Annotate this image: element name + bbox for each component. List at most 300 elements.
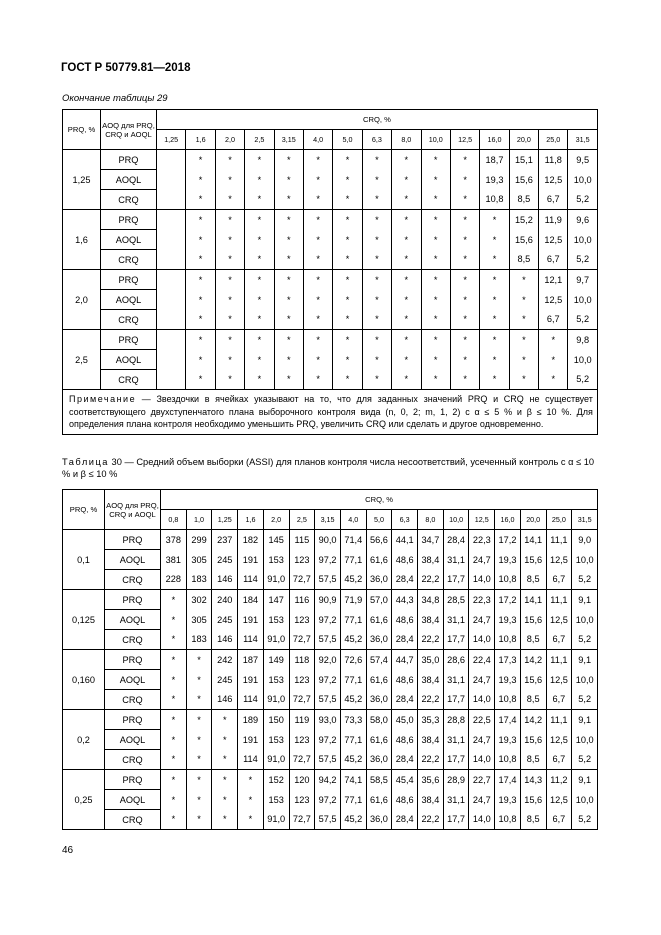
data-cell: * [274,170,303,190]
data-cell: * [421,150,450,170]
data-cell: * [215,270,244,290]
crq-column-header: 10,0 [421,130,450,150]
table-row [63,530,598,550]
crq-header: CRQ, % [157,110,598,130]
data-cell: * [362,250,391,270]
data-cell: 153 [263,610,289,630]
data-cell: 72,7 [289,630,315,650]
data-cell [157,190,186,210]
data-cell: * [421,270,450,290]
data-cell: 12,5 [546,790,572,810]
crq-column-header: 31,5 [568,130,597,150]
data-cell: 145 [263,530,289,550]
data-cell: 31,1 [443,670,469,690]
data-cell: * [186,650,212,670]
data-cell: 11,8 [539,150,568,170]
data-cell: 72,6 [340,650,366,670]
data-cell: * [186,310,215,330]
data-cell: 77,1 [340,730,366,750]
data-cell: 152 [263,770,289,790]
data-cell: 183 [186,630,212,650]
data-cell: * [450,150,479,170]
data-cell: 31,1 [443,730,469,750]
data-cell: 48,6 [392,790,418,810]
data-cell: 191 [238,670,264,690]
data-cell: * [333,310,362,330]
data-cell: 8,5 [509,190,538,210]
data-cell [157,230,186,250]
data-cell: 114 [238,690,264,710]
data-cell: * [392,330,421,350]
data-cell: 28,6 [443,650,469,670]
prq-value: 0,160 [63,650,105,710]
data-cell: * [274,210,303,230]
table-row [63,350,598,370]
data-cell: * [212,770,238,790]
data-cell: 38,4 [418,610,444,630]
data-cell: * [161,730,187,750]
data-cell: 302 [186,590,212,610]
data-cell: * [186,690,212,710]
data-cell: 5,2 [568,250,597,270]
data-cell: 8,5 [520,690,546,710]
data-cell: 22,2 [418,570,444,590]
page-number: 46 [62,845,74,856]
data-cell: * [274,150,303,170]
data-cell: * [303,230,332,250]
data-cell: * [303,310,332,330]
data-cell: * [333,290,362,310]
data-cell: * [421,350,450,370]
data-cell: 149 [263,650,289,670]
data-cell: * [450,230,479,250]
crq-column-header: 12,5 [469,510,495,530]
data-cell: * [186,150,215,170]
data-cell: 61,6 [366,670,392,690]
data-cell: 31,1 [443,790,469,810]
table30-caption-label: Таблица [62,457,109,467]
data-cell: 77,1 [340,670,366,690]
row-label: PRQ [101,330,157,350]
data-cell: * [212,810,238,830]
data-cell: 58,5 [366,770,392,790]
data-cell: 91,0 [263,630,289,650]
data-cell: * [303,250,332,270]
data-cell: 71,4 [340,530,366,550]
data-cell: * [245,270,274,290]
data-cell: 97,2 [315,730,341,750]
table-row [63,230,598,250]
data-cell: * [215,170,244,190]
data-cell [157,330,186,350]
row-label: AOQL [101,350,157,370]
data-cell: * [212,710,238,730]
data-cell: 28,4 [392,690,418,710]
data-cell: 90,9 [315,590,341,610]
data-cell: * [238,790,264,810]
data-cell: 8,5 [520,750,546,770]
row-label: PRQ [101,150,157,170]
crq-header: CRQ, % [161,490,598,510]
data-cell: 381 [161,550,187,570]
data-cell: * [186,330,215,350]
data-cell: * [274,310,303,330]
table-row [63,290,598,310]
data-cell: 77,1 [340,610,366,630]
data-cell: 48,6 [392,610,418,630]
data-cell: * [215,190,244,210]
data-cell: * [245,170,274,190]
crq-column-header: 4,0 [303,130,332,150]
crq-column-header: 1,6 [186,130,215,150]
row-label: PRQ [105,590,161,610]
data-cell: 91,0 [263,750,289,770]
data-cell: 14,0 [469,810,495,830]
data-cell: 19,3 [495,550,521,570]
data-cell: 45,2 [340,570,366,590]
data-cell: 57,5 [315,690,341,710]
data-cell: * [274,350,303,370]
data-cell: * [333,330,362,350]
data-cell: 17,7 [443,750,469,770]
data-cell: 22,7 [469,770,495,790]
data-cell: 56,6 [366,530,392,550]
table-row [63,650,598,670]
aoq-header: AOQ для PRQ, CRQ и AOQL [101,110,157,150]
data-cell: 48,6 [392,550,418,570]
data-cell: 5,2 [572,630,598,650]
data-cell: * [245,230,274,250]
row-label: CRQ [105,810,161,830]
data-cell: * [215,370,244,390]
data-cell: 123 [289,670,315,690]
data-cell: 44,1 [392,530,418,550]
data-cell: 48,6 [392,730,418,750]
data-cell: 57,0 [366,590,392,610]
data-cell: * [480,230,509,250]
data-cell: * [333,270,362,290]
row-label: CRQ [101,310,157,330]
data-cell: * [392,210,421,230]
data-cell: 10,8 [495,690,521,710]
data-cell: * [303,370,332,390]
data-cell: 6,7 [546,750,572,770]
data-cell: * [274,330,303,350]
row-label: AOQL [101,290,157,310]
data-cell: 10,0 [568,290,597,310]
data-cell: * [161,650,187,670]
data-cell: 11,1 [546,530,572,550]
data-cell: 10,0 [568,350,597,370]
data-cell: 92,0 [315,650,341,670]
data-cell: * [333,250,362,270]
crq-column-header: 12,5 [450,130,479,150]
data-cell: * [186,370,215,390]
data-cell: 10,8 [495,570,521,590]
data-cell: * [245,250,274,270]
data-cell: * [186,230,215,250]
data-cell: * [480,370,509,390]
data-cell: 17,7 [443,570,469,590]
data-cell: * [245,150,274,170]
data-cell: 10,0 [572,610,598,630]
data-cell: 36,0 [366,750,392,770]
data-cell: * [450,290,479,310]
data-cell: 44,7 [392,650,418,670]
data-cell: 28,5 [443,590,469,610]
data-cell: 15,6 [520,610,546,630]
table-row [63,310,598,330]
data-cell: * [186,790,212,810]
data-cell: 36,0 [366,570,392,590]
data-cell: * [303,150,332,170]
table29-note [63,390,598,435]
data-cell: 5,2 [568,190,597,210]
row-label: PRQ [105,650,161,670]
data-cell: * [480,350,509,370]
data-cell: 36,0 [366,690,392,710]
prq-value: 0,1 [63,530,105,590]
data-cell: 91,0 [263,690,289,710]
data-cell: 9,6 [568,210,597,230]
data-cell: 6,7 [546,630,572,650]
data-cell: 38,4 [418,790,444,810]
data-cell: 14,2 [520,710,546,730]
table-row [63,690,598,710]
data-cell: 10,8 [495,750,521,770]
data-cell: * [274,370,303,390]
data-cell: * [186,810,212,830]
data-cell: 5,2 [572,690,598,710]
table-row [63,750,598,770]
data-cell: 14,0 [469,750,495,770]
data-cell: 24,7 [469,550,495,570]
data-cell: 17,2 [495,590,521,610]
prq-value: 1,25 [63,150,101,210]
crq-column-header: 2,5 [289,510,315,530]
data-cell: * [303,190,332,210]
crq-column-header: 1,25 [157,130,186,150]
table-row [63,630,598,650]
data-cell: 10,0 [568,230,597,250]
data-cell: 5,2 [568,370,597,390]
data-cell: * [333,190,362,210]
data-cell: * [421,290,450,310]
crq-column-header: 1,25 [212,510,238,530]
crq-column-header: 25,0 [546,510,572,530]
data-cell: 11,1 [546,590,572,610]
table-row [63,670,598,690]
row-label: PRQ [101,270,157,290]
data-cell: 91,0 [263,570,289,590]
row-label: PRQ [105,530,161,550]
data-cell: * [238,770,264,790]
data-cell: * [245,370,274,390]
data-cell: 72,7 [289,690,315,710]
data-cell: * [362,290,391,310]
crq-column-header: 10,0 [443,510,469,530]
table29-caption: Окончание таблицы 29 [62,93,168,104]
data-cell: * [362,190,391,210]
data-cell: * [186,290,215,310]
data-cell: * [212,790,238,810]
data-cell: 10,0 [568,170,597,190]
table-row [63,590,598,610]
data-cell: 24,7 [469,670,495,690]
data-cell: 12,5 [546,670,572,690]
data-cell: 19,3 [495,610,521,630]
data-cell: 6,7 [546,690,572,710]
data-cell: * [186,210,215,230]
data-cell: 6,7 [546,810,572,830]
crq-column-header: 1,6 [238,510,264,530]
data-cell: 153 [263,550,289,570]
data-cell: 73,3 [340,710,366,730]
crq-column-header: 5,0 [333,130,362,150]
data-cell: 24,7 [469,610,495,630]
data-cell: * [421,370,450,390]
row-label: CRQ [101,190,157,210]
crq-column-header: 3,15 [315,510,341,530]
data-cell: * [480,310,509,330]
data-cell: 17,2 [495,530,521,550]
row-label: AOQL [105,790,161,810]
data-cell: * [161,670,187,690]
data-cell: 9,8 [568,330,597,350]
prq-header: PRQ, % [63,490,105,530]
data-cell: * [245,290,274,310]
data-cell: 57,5 [315,810,341,830]
data-cell: 91,0 [263,810,289,830]
data-cell: 115 [289,530,315,550]
data-cell: 15,6 [520,550,546,570]
row-label: PRQ [105,710,161,730]
data-cell: 15,6 [520,730,546,750]
data-cell: 77,1 [340,550,366,570]
prq-value: 0,2 [63,710,105,770]
data-cell: 5,2 [572,750,598,770]
data-cell: 5,2 [572,570,598,590]
data-cell: 11,1 [546,710,572,730]
table-row [63,610,598,630]
data-cell [157,210,186,230]
data-cell: 45,2 [340,750,366,770]
data-cell: 10,0 [572,550,598,570]
data-cell: * [333,210,362,230]
data-cell: * [362,350,391,370]
data-cell: * [274,270,303,290]
data-cell: 38,4 [418,670,444,690]
data-cell: 36,0 [366,630,392,650]
table-row [63,170,598,190]
data-cell: 58,0 [366,710,392,730]
data-cell: 12,5 [539,290,568,310]
data-cell: 150 [263,710,289,730]
data-cell: * [362,170,391,190]
data-cell: 35,3 [418,710,444,730]
data-cell: 72,7 [289,750,315,770]
data-cell: * [450,330,479,350]
prq-value: 0,125 [63,590,105,650]
data-cell: 12,5 [546,610,572,630]
data-cell: 72,7 [289,570,315,590]
data-cell: 22,5 [469,710,495,730]
data-cell: 14,0 [469,630,495,650]
data-cell: * [238,810,264,830]
data-cell: 74,1 [340,770,366,790]
data-cell: * [539,330,568,350]
table-row [63,570,598,590]
row-label: PRQ [101,210,157,230]
data-cell: 153 [263,790,289,810]
data-cell: * [392,310,421,330]
table-row [63,810,598,830]
data-cell: 15,6 [509,230,538,250]
data-cell: * [450,190,479,210]
data-cell: 6,7 [539,250,568,270]
crq-column-header: 1,0 [186,510,212,530]
data-cell: 36,0 [366,810,392,830]
data-cell: 15,2 [509,210,538,230]
data-cell: 6,7 [539,310,568,330]
data-cell: 61,6 [366,730,392,750]
data-cell: 182 [238,530,264,550]
data-cell: 11,2 [546,770,572,790]
data-cell [157,350,186,370]
data-cell: * [186,710,212,730]
data-cell: * [362,370,391,390]
data-cell: * [215,250,244,270]
row-label: AOQL [105,610,161,630]
data-cell: * [362,230,391,250]
table-row [63,330,598,350]
data-cell: 114 [238,630,264,650]
data-cell: 31,1 [443,550,469,570]
data-cell: * [186,770,212,790]
crq-column-header: 8,0 [418,510,444,530]
row-label: CRQ [105,750,161,770]
data-cell: 34,7 [418,530,444,550]
data-cell: * [392,250,421,270]
data-cell: 28,4 [392,810,418,830]
data-cell: * [186,350,215,370]
data-cell: * [215,230,244,250]
data-cell: * [333,230,362,250]
data-cell: 93,0 [315,710,341,730]
data-cell: 9,1 [572,770,598,790]
data-cell: * [333,170,362,190]
data-cell: * [480,330,509,350]
data-cell: * [303,210,332,230]
crq-column-header: 31,5 [572,510,598,530]
data-cell: 146 [212,570,238,590]
data-cell: * [392,350,421,370]
data-cell: 153 [263,730,289,750]
data-cell: 22,3 [469,530,495,550]
data-cell: * [161,630,187,650]
row-label: AOQL [105,670,161,690]
data-cell: 97,2 [315,550,341,570]
data-cell: 123 [289,790,315,810]
table-row [63,150,598,170]
data-cell: * [161,690,187,710]
crq-column-header: 8,0 [392,130,421,150]
crq-column-header: 16,0 [495,510,521,530]
data-cell: * [421,230,450,250]
data-cell: 245 [212,550,238,570]
data-cell: 17,7 [443,810,469,830]
data-cell: * [303,350,332,370]
